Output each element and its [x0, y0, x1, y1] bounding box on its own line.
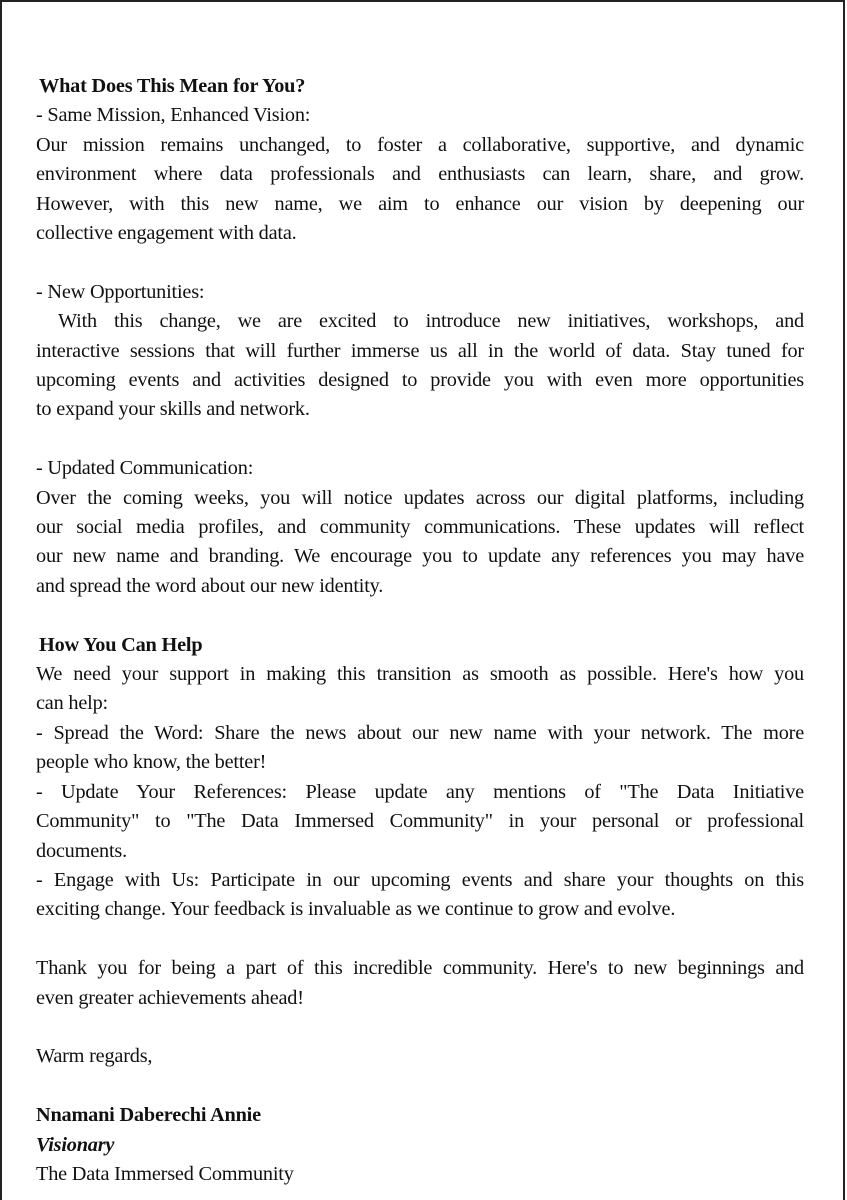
- spacer: [36, 601, 804, 630]
- closing-line: Thank you for being a part of this incredible community. Here's to new beginnings and: [36, 957, 804, 980]
- paragraph-line: exciting change. Your feedback is invaluable as we continue to grow and evolve.: [36, 898, 676, 921]
- paragraph-line: Our mission remains unchanged, to foster a collaborative, supportive, and dynamic: [36, 133, 804, 156]
- paragraph-line: documents.: [36, 839, 127, 862]
- spacer: [36, 925, 804, 954]
- signature-organization: The Data Immersed Community: [36, 1162, 294, 1185]
- spacer: [36, 1013, 804, 1042]
- paragraph-line: interactive sessions that will further immerse us all in the world of data. Stay tuned for: [36, 339, 804, 362]
- signature-role: Visionary: [36, 1133, 115, 1156]
- paragraph-line: environment where data professionals and enthusiasts can learn, share, and grow.: [36, 163, 804, 186]
- paragraph-line: and spread the word about our new identity.: [36, 574, 384, 597]
- closing-line: even greater achievements ahead!: [36, 986, 304, 1009]
- paragraph-line: We need your support in making this transition as smooth as possible. Here's how you: [36, 663, 804, 686]
- paragraph-line: our social media profiles, and community communications. These updates will reflect: [36, 516, 804, 539]
- spacer: [36, 425, 804, 454]
- subheading-new-opportunities: - New Opportunities:: [36, 280, 205, 303]
- spacer: [36, 248, 804, 277]
- paragraph-line: However, with this new name, we aim to enhance our vision by deepening our: [36, 192, 804, 215]
- paragraph-line: to expand your skills and network.: [36, 398, 310, 421]
- spacer: [36, 1072, 804, 1101]
- paragraph-line: our new name and branding. We encourage you to update any references you may have: [36, 545, 804, 568]
- paragraph-line: people who know, the better!: [36, 751, 267, 774]
- salutation: Warm regards,: [36, 1045, 153, 1068]
- paragraph-line: With this change, we are excited to introduce new initiatives, workshops, and: [58, 310, 804, 333]
- document-body: [36, 72, 804, 1189]
- list-item-update-references: - Update Your References: Please update any mentions of "The Data Initiative: [36, 780, 804, 803]
- paragraph-line: can help:: [36, 692, 108, 715]
- section-heading-what-does-this-mean: What Does This Mean for You?: [39, 75, 306, 97]
- paragraph-line: Community" to "The Data Immersed Community" in your personal or professional: [36, 810, 804, 833]
- signature-name: Nnamani Daberechi Annie: [36, 1104, 261, 1127]
- paragraph-line: upcoming events and activities designed to provide you with even more opportunities: [36, 369, 804, 392]
- list-item-engage-with-us: - Engage with Us: Participate in our upcoming events and share your thoughts on this: [36, 868, 804, 891]
- section-heading-how-you-can-help: How You Can Help: [39, 633, 203, 656]
- paragraph-line: Over the coming weeks, you will notice updates across our digital platforms, including: [36, 486, 804, 509]
- subheading-updated-communication: - Updated Communication:: [36, 457, 254, 480]
- subheading-same-mission: - Same Mission, Enhanced Vision:: [36, 104, 311, 127]
- paragraph-line: collective engagement with data.: [36, 222, 297, 245]
- list-item-spread-the-word: - Spread the Word: Share the news about our new name with your network. The more: [36, 721, 804, 744]
